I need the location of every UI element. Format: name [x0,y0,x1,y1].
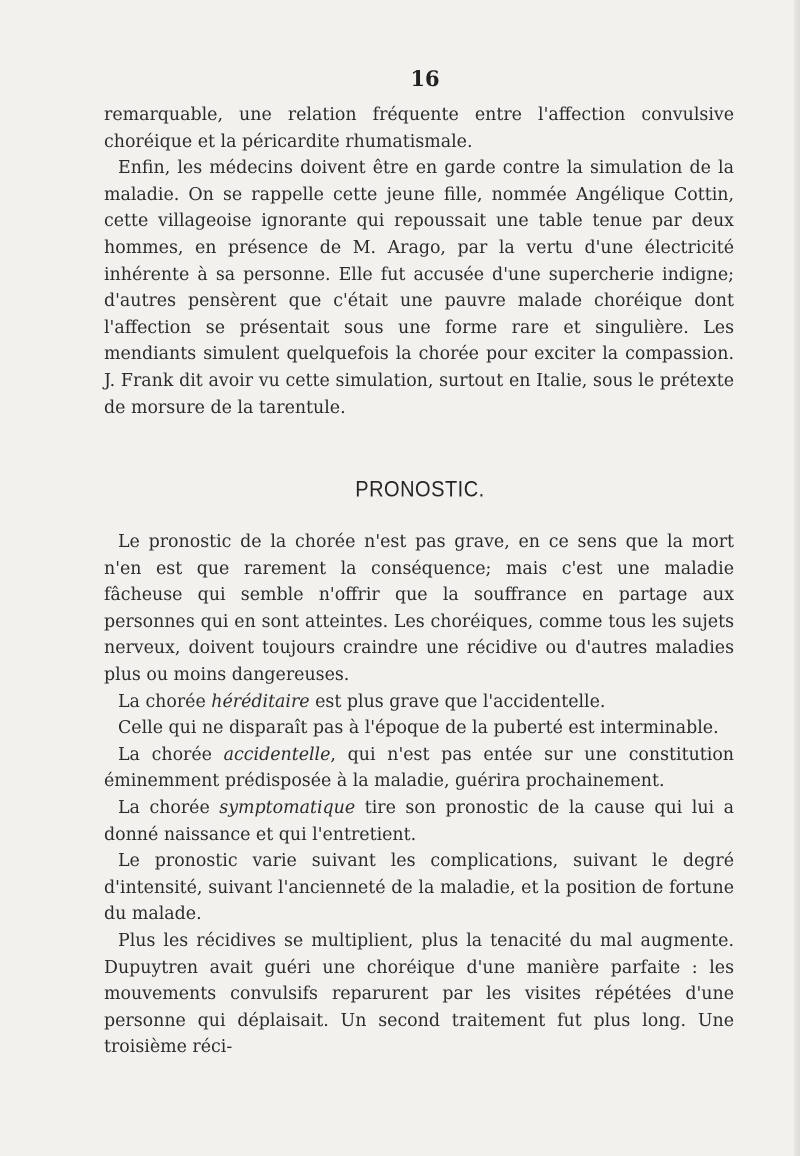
text-run: tire son pronostic de la cause qui lui a donné naissance et qui l'entretient. [104,797,734,845]
paragraph [104,689,734,716]
body-text-bottom [104,529,734,1061]
paragraph [104,795,734,848]
paragraph: Plus les récidives se multiplient, plus la tenacité du mal augmente. Dupuytren avait guéri une choréique d'une manière parfaite : les mouvements convulsifs reparurent par les visites répétées d'une personne qui déplaisait. Un second traitement fut plus long. Une troisième réci- [104,930,734,1058]
text-run: est plus grave que l'accidentelle. [309,691,606,712]
paragraph [104,742,734,795]
page-edge [794,0,800,1156]
italic-term: symptomatique [219,797,356,818]
italic-term: héréditaire [211,691,310,712]
italic-term: accidentelle [223,744,331,765]
paragraph: Enfin, les médecins doivent être en garde contre la simulation de la maladie. On se rappelle cette jeune fille, nommée Angélique Cottin, cette villageoise ignorante qui repoussait une table tenue par deux hommes, en présence de M. Arago, par la vertu d'une électricité inhérente à sa personne. Elle fut accusée d'une supercherie indigne; d'autres pensèrent que c'était une pauvre malade choréique dont l'affection se présentait sous une forme rare et singulière. Les mendiants simulent quelquefois la chorée pour exciter la compassion. J. Frank dit avoir vu cette simulation, surtout en Italie, sous le prétexte de morsure de la tarentule. [104,158,734,418]
text-run: La chorée [118,691,212,712]
section-heading: PRONOSTIC. [355,477,485,503]
text-run: La chorée [118,744,224,765]
paragraph: Le pronostic de la chorée n'est pas grave, en ce sens que la mort n'en est que rarement la conséquence; mais c'est une maladie fâcheuse qui semble n'offrir que la souffrance en partage aux personnes qui en sont atteintes. Les choréiques, comme tous les sujets nerveux, doivent toujours craindre une récidive ou d'autres maladies plus ou moins dangereuses. [104,532,734,685]
page-number: 16 [410,66,440,91]
paragraph: remarquable, une relation fréquente entre l'affection convulsive choréique et la péricardite rhumatismale. [104,105,734,152]
paragraph: Le pronostic varie suivant les complications, suivant le degré d'intensité, suivant l'ancienneté de la maladie, et la position de fortune du malade. [104,851,734,925]
text-run: , qui n'est pas entée sur une constitution éminemment prédisposée à la maladie, guérira prochainement. [104,744,734,792]
paragraph: Celle qui ne disparaît pas à l'époque de la puberté est interminable. [118,718,719,739]
body-text-top [104,102,734,421]
text-run: La chorée [118,797,220,818]
